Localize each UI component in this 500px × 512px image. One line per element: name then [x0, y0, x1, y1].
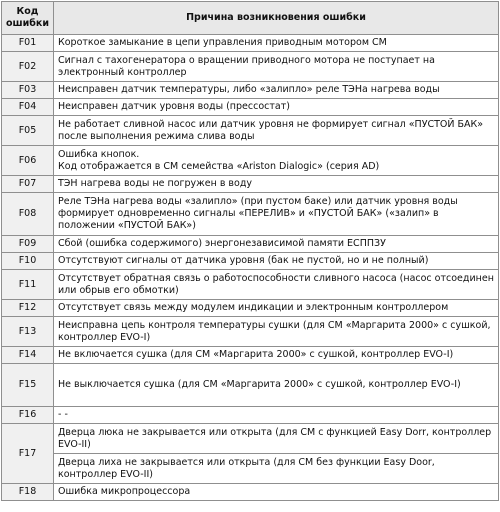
error-code-cell: F09	[2, 236, 54, 253]
error-code-cell: F10	[2, 253, 54, 270]
error-description-cell	[54, 193, 499, 236]
description-line: Код отображается в СМ семейства «Ariston Dialogic» (серия AD)	[58, 160, 380, 172]
error-description-cell	[54, 99, 499, 116]
table-row	[2, 193, 499, 236]
error-code-cell: F05	[2, 116, 54, 146]
error-description-cell	[54, 300, 499, 317]
header-code	[2, 2, 54, 35]
error-code-cell: F06	[2, 146, 54, 176]
table-row	[2, 407, 499, 424]
error-code-cell: F08	[2, 193, 54, 236]
table-row	[2, 146, 499, 176]
table-header-row	[2, 2, 499, 35]
table-subrow	[2, 454, 499, 484]
table-row	[2, 236, 499, 253]
description-line: Сбой (ошибка содержимого) энергонезависимой памяти ЕСППЗУ	[58, 238, 386, 249]
error-description-cell	[54, 116, 499, 146]
error-description-cell	[54, 424, 499, 454]
error-code-cell: F14	[2, 347, 54, 364]
error-description-cell	[54, 236, 499, 253]
description-line: Неисправен датчик уровня воды (прессостат)	[58, 101, 290, 112]
table-row	[2, 364, 499, 407]
error-description-cell	[54, 317, 499, 347]
error-code-cell: F02	[2, 52, 54, 82]
table-body	[2, 35, 499, 501]
error-code-table	[1, 1, 499, 501]
description-line: Отсутствует связь между модулем индикации и электронным контроллером	[58, 302, 449, 313]
error-description-cell	[54, 82, 499, 99]
description-line: Не работает сливной насос или датчик уровня не формирует сигнал «ПУСТОЙ БАК» после выполнения режима слива воды	[58, 118, 484, 142]
description-line: Реле ТЭНа нагрева воды «залипло» (при пустом баке) или датчик уровня воды формирует одновременно сигналы «ПЕРЕЛИВ» и «ПУСТОЙ БАК» («залип» в положении «ПУСТОЙ БАК»)	[58, 196, 458, 231]
description-line: Отсутствует обратная связь о работоспособности сливного насоса (насос отсоединен или обрыв его обмотки)	[58, 272, 494, 296]
description-line: ТЭН нагрева воды не погружен в воду	[58, 178, 253, 189]
error-code-cell: F03	[2, 82, 54, 99]
error-description-cell	[54, 454, 499, 484]
table-row	[2, 484, 499, 501]
description-line: Ошибка кнопок.	[58, 148, 140, 160]
error-description-cell	[54, 407, 499, 424]
error-code-cell: F18	[2, 484, 54, 501]
error-description-cell	[54, 253, 499, 270]
error-description-cell	[54, 270, 499, 300]
table-row	[2, 82, 499, 99]
error-code-cell: F16	[2, 407, 54, 424]
table-row	[2, 116, 499, 146]
description-line: Неисправна цепь контроля температуры сушки (для СМ «Маргарита 2000» с сушкой, контроллер EVO-I)	[58, 319, 491, 343]
error-code-cell: F07	[2, 176, 54, 193]
error-description-cell	[54, 176, 499, 193]
table-row	[2, 300, 499, 317]
error-code-cell: F15	[2, 364, 54, 407]
error-code-cell: F13	[2, 317, 54, 347]
error-description-cell	[54, 484, 499, 501]
error-code-cell: F11	[2, 270, 54, 300]
error-code-cell: F04	[2, 99, 54, 116]
description-line: Короткое замыкание в цепи управления приводным мотором СМ	[58, 37, 387, 48]
table-row	[2, 270, 499, 300]
error-description-cell	[54, 347, 499, 364]
description-line: Не включается сушка (для СМ «Маргарита 2000» с сушкой, контроллер EVO-I)	[58, 349, 454, 360]
error-description-cell	[54, 364, 499, 407]
description-line: Не выключается сушка (для СМ «Маргарита 2000» с сушкой, контроллер EVO-I)	[58, 379, 461, 390]
header-code-line1: Код	[16, 6, 39, 17]
table-row	[2, 317, 499, 347]
description-line: Дверца лиха не закрывается или открыта (для СМ без функции Easy Door, контроллер EVO-II)	[58, 456, 435, 480]
table-row	[2, 424, 499, 454]
description-line: - -	[58, 409, 68, 420]
description-line: Дверца люка не закрывается или открыта (для СМ с функцией Easy Dorr, контроллер EVO-II)	[58, 426, 492, 450]
table-row	[2, 52, 499, 82]
error-description-cell	[54, 35, 499, 52]
table-row	[2, 176, 499, 193]
error-code-cell: F01	[2, 35, 54, 52]
header-code-line2: ошибки	[6, 18, 50, 29]
table-row	[2, 347, 499, 364]
description-line: Неисправен датчик температуры, либо «залипло» реле ТЭНа нагрева воды	[58, 84, 440, 95]
error-code-cell: F17	[2, 424, 54, 484]
table-row	[2, 99, 499, 116]
error-description-cell	[54, 52, 499, 82]
table-row	[2, 253, 499, 270]
error-code-cell: F12	[2, 300, 54, 317]
error-description-cell	[54, 146, 499, 176]
table-row	[2, 35, 499, 52]
description-line: Ошибка микропроцессора	[58, 486, 191, 497]
error-code-table-wrapper	[1, 1, 498, 501]
header-cause: Причина возникновения ошибки	[54, 2, 499, 35]
description-line: Отсутствуют сигналы от датчика уровня (бак не пустой, но и не полный)	[58, 255, 429, 266]
description-line: Сигнал с тахогенератора о вращении приводного мотора не поступает на электронный контроллер	[58, 54, 435, 78]
